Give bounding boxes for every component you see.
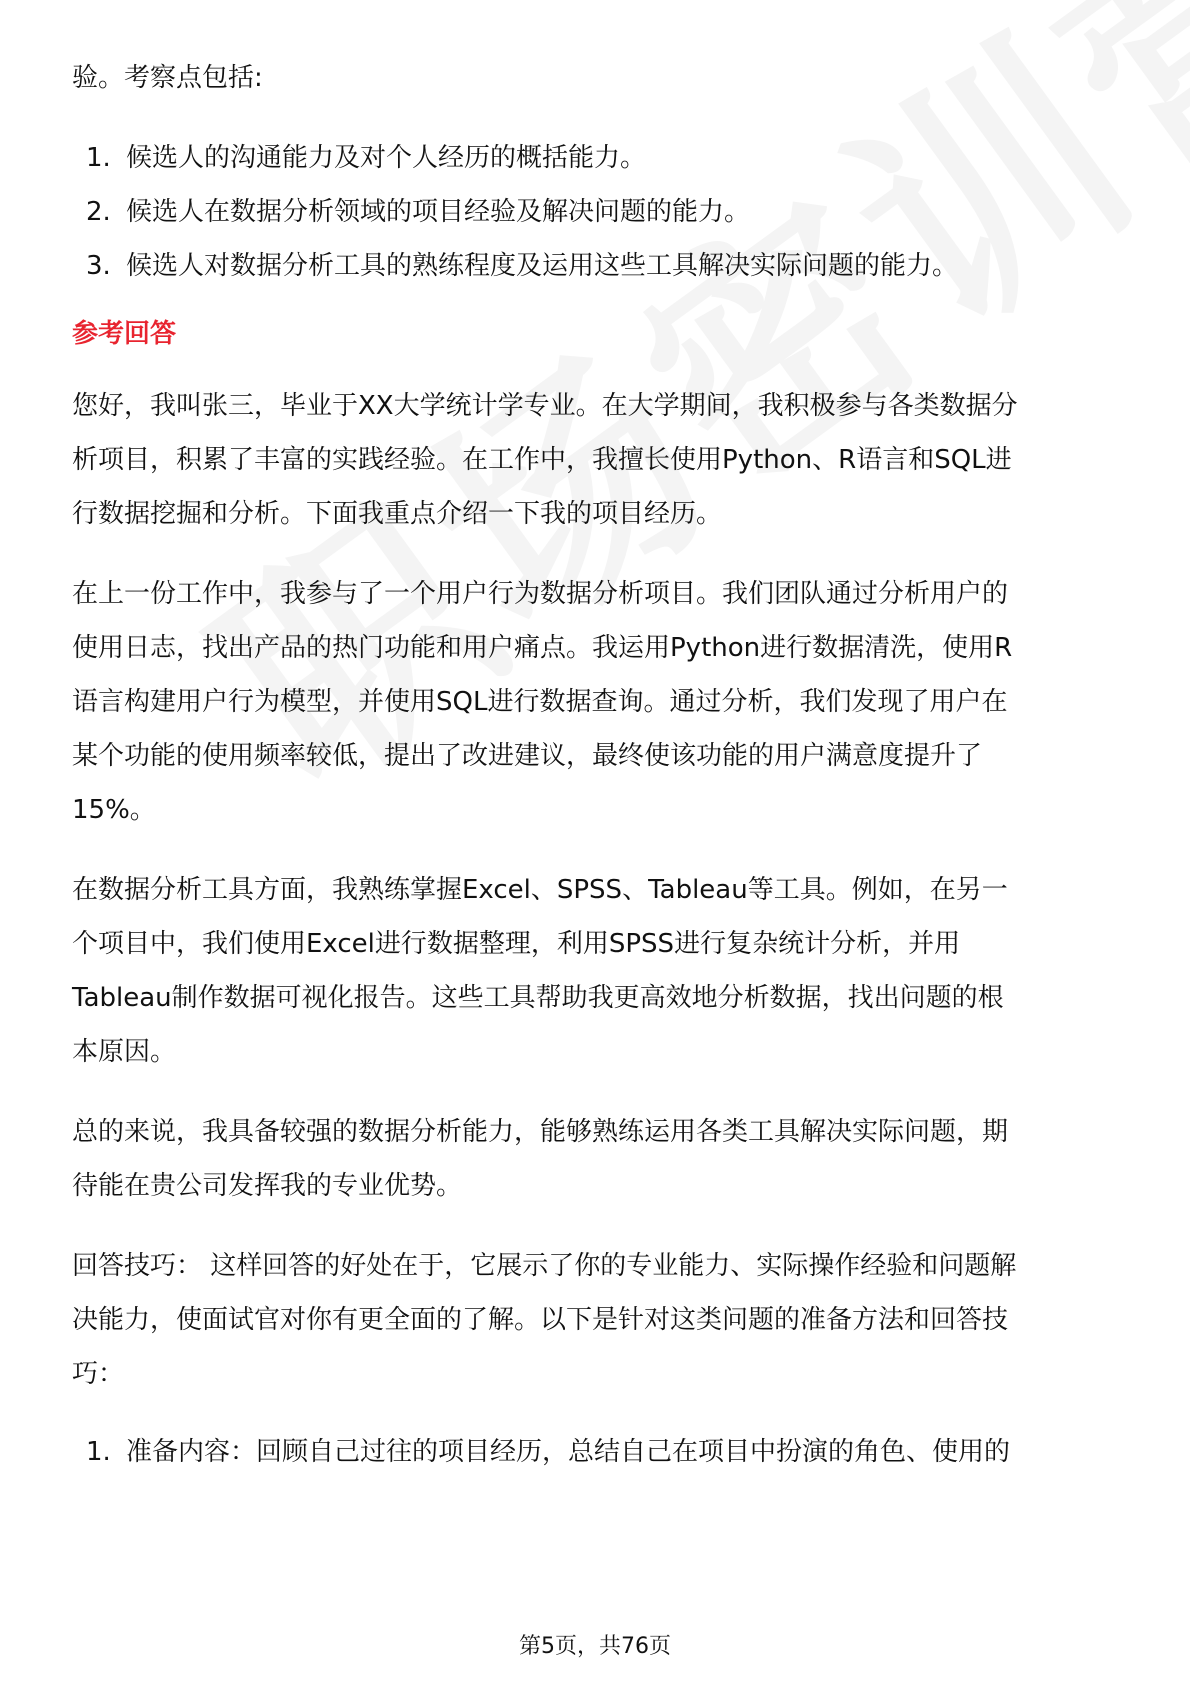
paragraph-line: 决能力，使面试官对你有更全面的了解。以下是针对这类问题的准备方法和回答技	[72, 1305, 1009, 1335]
list-number: 2.	[86, 197, 111, 227]
paragraph-line: 某个功能的使用频率较低，提出了改进建议，最终使该功能的用户满意度提升了	[72, 741, 983, 771]
paragraph-line: 15%。	[72, 795, 156, 825]
paragraph-line: Tableau制作数据可视化报告。这些工具帮助我更高效地分析数据，找出问题的根	[72, 983, 1004, 1013]
answer-heading: 参考回答	[72, 319, 177, 349]
criteria-item	[86, 138, 646, 178]
page-number: 第5页，共76页	[519, 1634, 671, 1659]
paragraph-line: 行数据挖掘和分析。下面我重点介绍一下我的项目经历。	[72, 499, 723, 529]
list-text: 准备内容：回顾自己过往的项目经历，总结自己在项目中扮演的角色、使用的	[126, 1437, 1011, 1467]
paragraph-line: 使用日志，找出产品的热门功能和用户痛点。我运用Python进行数据清洗，使用R	[72, 633, 1013, 663]
list-text: 候选人对数据分析工具的熟练程度及运用这些工具解决实际问题的能力。	[126, 251, 959, 281]
paragraph-line: 语言构建用户行为模型，并使用SQL进行数据查询。通过分析，我们发现了用户在	[72, 687, 1008, 717]
paragraph-line: 析项目，积累了丰富的实践经验。在工作中，我擅长使用Python、R语言和SQL进	[72, 445, 1012, 475]
paragraph-line: 回答技巧： 这样回答的好处在于，它展示了你的专业能力、实际操作经验和问题解	[72, 1251, 1017, 1281]
paragraph-line: 您好，我叫张三，毕业于XX大学统计学专业。在大学期间，我积极参与各类数据分	[72, 391, 1018, 421]
paragraph-line: 个项目中，我们使用Excel进行数据整理，利用SPSS进行复杂统计分析，并用	[72, 929, 961, 959]
paragraph-line: 在数据分析工具方面，我熟练掌握Excel、SPSS、Tableau等工具。例如，在另一	[72, 875, 1008, 905]
tip-item	[86, 1432, 1010, 1472]
intro-text: 验。考察点包括:	[72, 63, 263, 93]
list-text: 候选人在数据分析领域的项目经验及解决问题的能力。	[126, 197, 751, 227]
paragraph-line: 在上一份工作中，我参与了一个用户行为数据分析项目。我们团队通过分析用户的	[72, 579, 1009, 609]
paragraph-line: 本原因。	[72, 1037, 177, 1067]
criteria-item	[86, 246, 958, 286]
list-number: 1.	[86, 143, 111, 173]
list-number: 3.	[86, 251, 111, 281]
paragraph-line: 待能在贵公司发挥我的专业优势。	[72, 1171, 463, 1201]
list-number: 1.	[86, 1437, 111, 1467]
paragraph-line: 巧：	[72, 1359, 125, 1389]
list-text: 候选人的沟通能力及对个人经历的概括能力。	[126, 143, 647, 173]
criteria-item	[86, 192, 750, 232]
paragraph-line: 总的来说，我具备较强的数据分析能力，能够熟练运用各类工具解决实际问题，期	[72, 1117, 1009, 1147]
